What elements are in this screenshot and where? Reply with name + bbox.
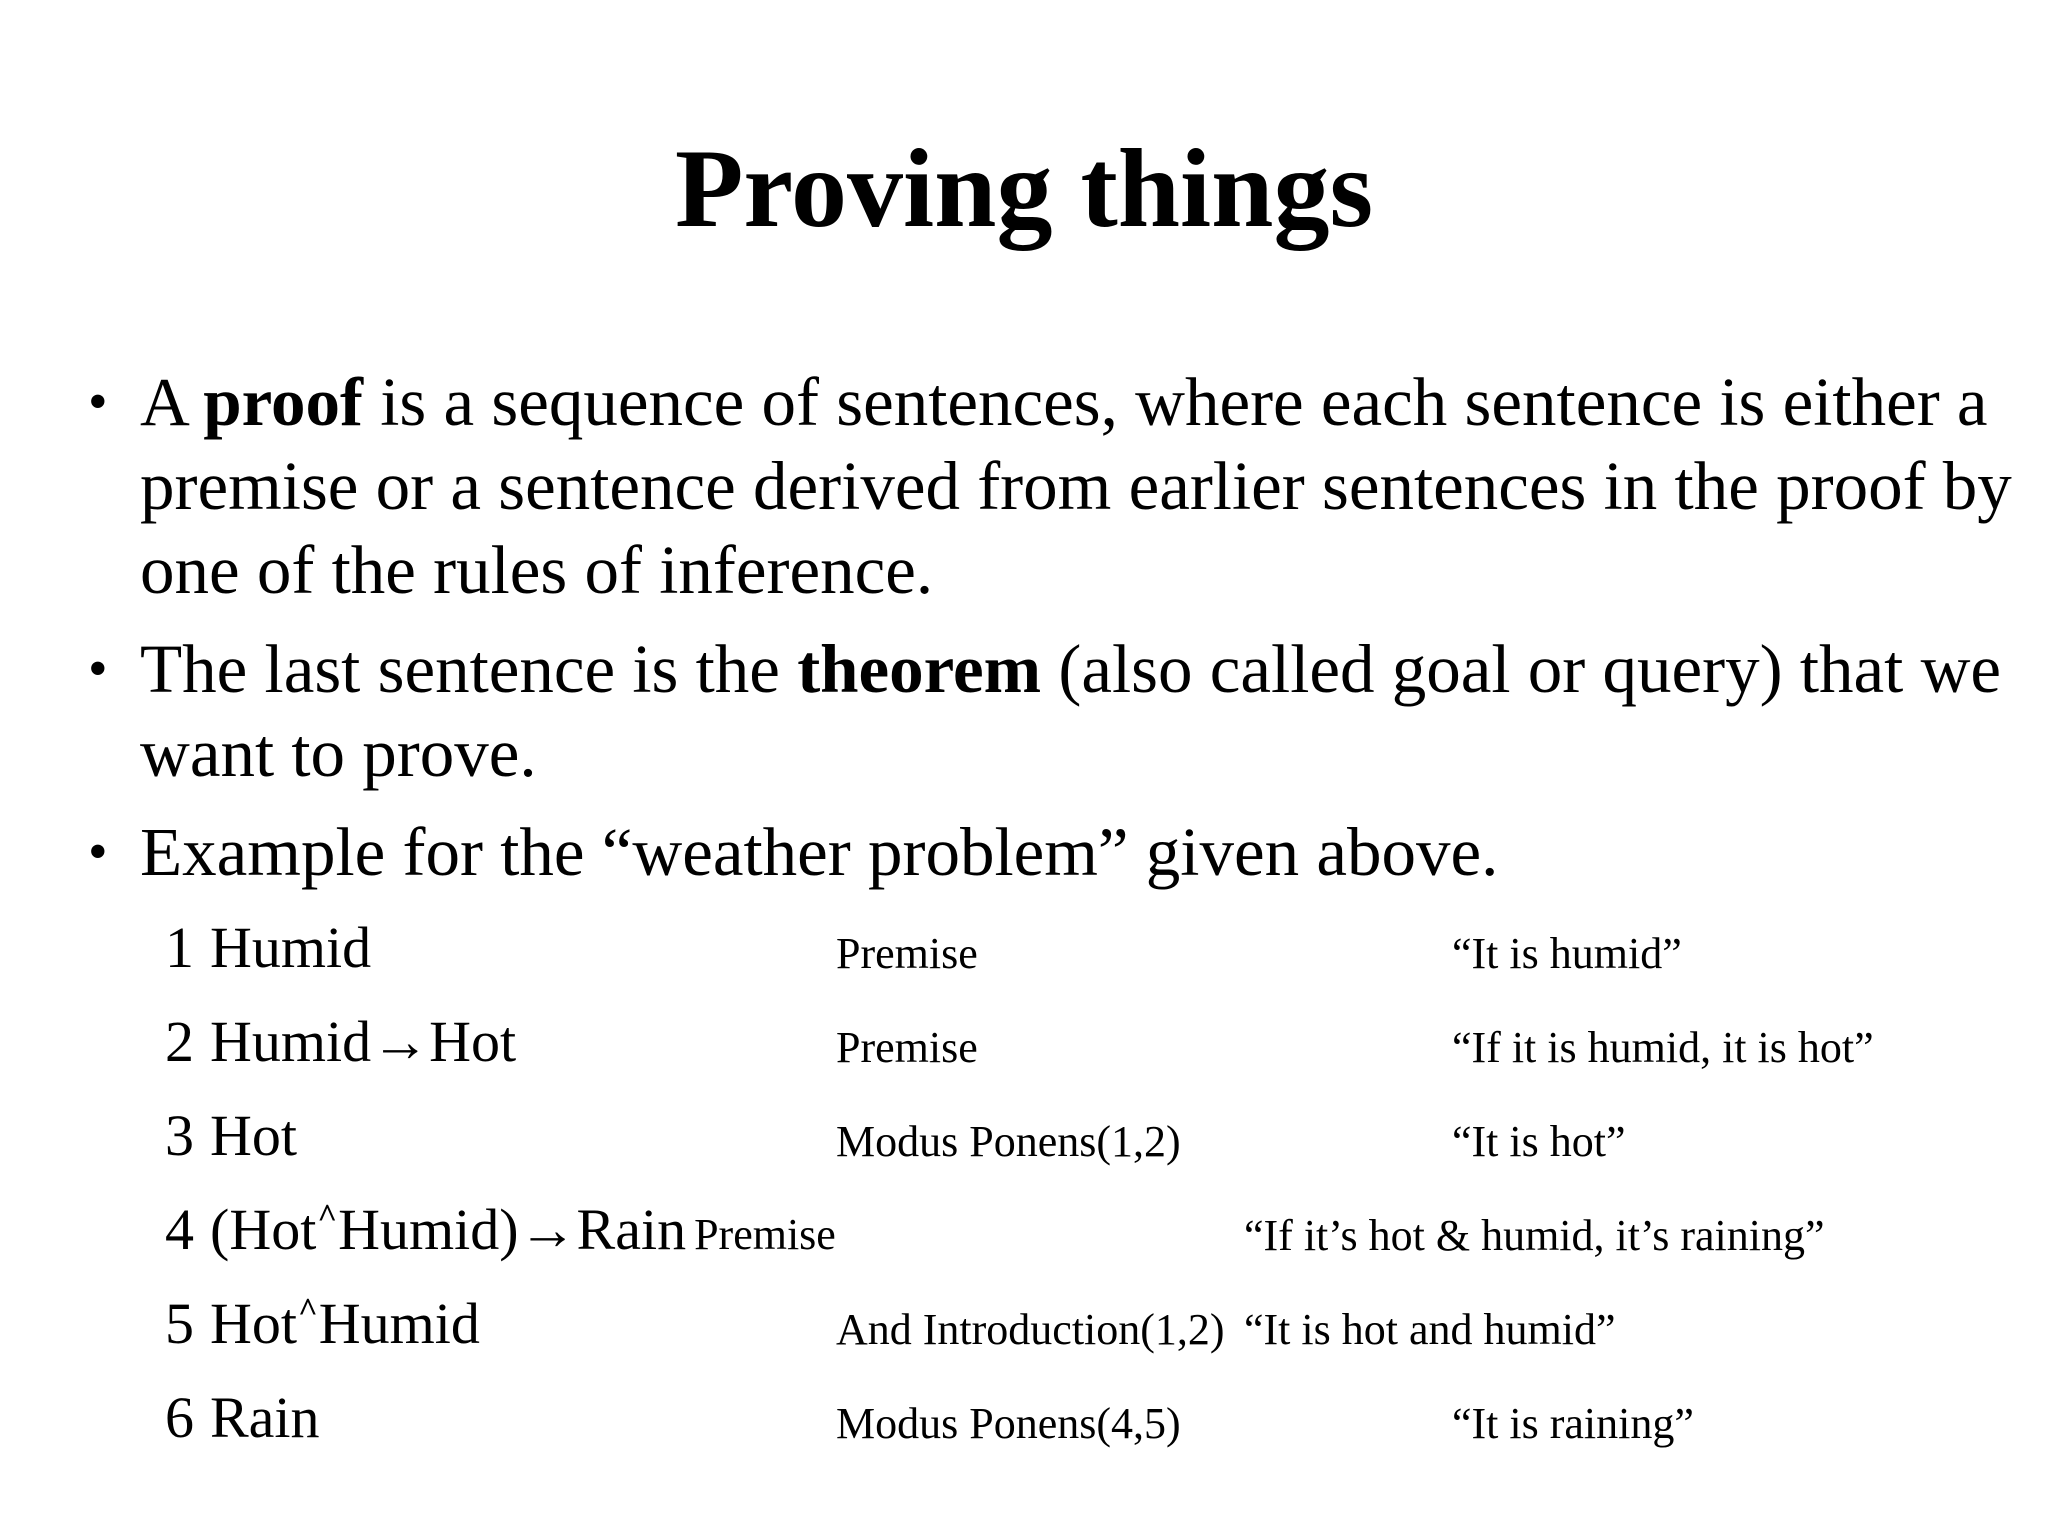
proof-statement [165, 1006, 516, 1078]
proof-gloss: “It is humid” [1452, 929, 1682, 978]
statement-part: Humid [210, 915, 372, 980]
proof-statement [165, 1288, 480, 1369]
statement-part: Hot [210, 1103, 297, 1168]
step-number: 5 [165, 1291, 194, 1356]
proof-row [0, 1006, 2048, 1096]
step-number: 1 [165, 915, 194, 980]
bullet-bold-term: theorem [797, 631, 1042, 707]
bullet-text: is a sequence of sentences, where each sentence is either a premise or a sentence derived from earlier sentences in the proof by one of the rules of inference. [140, 364, 2012, 608]
proof-rule: Modus Ponens(4,5) [836, 1399, 1181, 1448]
proof-gloss: “It is raining” [1452, 1399, 1694, 1448]
bullet-theorem-definition [88, 627, 2020, 795]
bullet-text: A [140, 364, 204, 440]
proof-gloss: “It is hot” [1452, 1117, 1626, 1166]
statement-part: Rain [210, 1385, 320, 1450]
bullet-dot: • [88, 371, 108, 433]
bullet-text: The last sentence is the [140, 631, 798, 707]
bullet-dot: • [88, 638, 108, 700]
and-symbol: ^ [298, 1292, 318, 1329]
bullet-bold-term: proof [203, 364, 364, 440]
statement-part: Humid)→Rain [338, 1197, 687, 1262]
statement-part: Humid→Hot [210, 1009, 517, 1074]
step-number: 6 [165, 1385, 194, 1450]
bullet-proof-definition [88, 360, 2020, 612]
bullet-dot: • [88, 821, 108, 883]
proof-rule: And Introduction(1,2) [836, 1305, 1225, 1354]
bullet-example [88, 810, 2020, 894]
proof-rule: Premise [836, 929, 978, 978]
proof-row [0, 1194, 2048, 1284]
statement-part: (Hot [210, 1197, 317, 1262]
statement-part: Humid [318, 1291, 480, 1356]
proof-statement [165, 912, 371, 984]
step-number: 3 [165, 1103, 194, 1168]
bullet-text: Example for the “weather problem” given above. [140, 814, 1499, 890]
proof-gloss: “If it’s hot & humid, it’s raining” [1244, 1211, 1825, 1260]
and-symbol: ^ [317, 1198, 338, 1235]
proof-gloss: “It is hot and humid” [1244, 1305, 1616, 1354]
statement-part: Hot [210, 1291, 297, 1356]
proof-row [0, 912, 2048, 1002]
proof-rule: Modus Ponens(1,2) [836, 1117, 1181, 1166]
bullet-text: (also called goal or query) that we want to prove. [140, 631, 2002, 791]
proof-rule: Premise [694, 1210, 836, 1259]
proof-row [0, 1288, 2048, 1378]
step-number: 4 [165, 1197, 194, 1262]
proof-statement [165, 1194, 836, 1275]
step-number: 2 [165, 1009, 194, 1074]
proof-row [0, 1100, 2048, 1190]
proof-statement [165, 1100, 297, 1172]
proof-statement [165, 1382, 320, 1454]
proof-rule: Premise [836, 1023, 978, 1072]
slide-title: Proving things [674, 127, 1374, 251]
proof-gloss: “If it is humid, it is hot” [1452, 1023, 1874, 1072]
proof-row [0, 1382, 2048, 1472]
